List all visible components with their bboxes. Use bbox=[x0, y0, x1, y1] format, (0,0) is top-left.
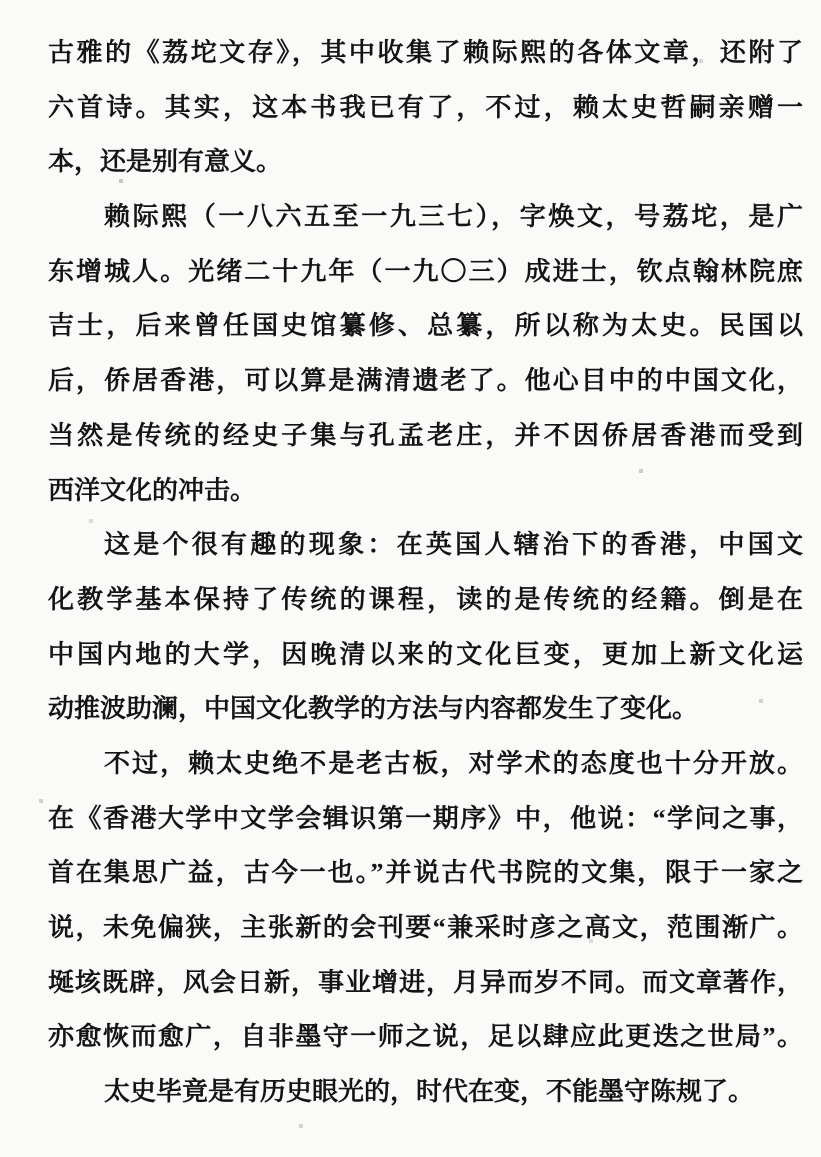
text-line: 赖际熙（一八六五至一九三七），字焕文，号荔坨，是广 bbox=[104, 202, 803, 232]
text-line: 说，未免偏狭，主张新的会刊要“兼采时彦之高文，范围渐广。 bbox=[48, 913, 803, 942]
text-line: 动推波助澜，中国文化教学的方法与内容都发生了变化。 bbox=[48, 694, 699, 724]
text-line: 埏垓既辟，风会日新，事业增进，月异而岁不同。而文章著作， bbox=[48, 967, 803, 997]
page-text-column bbox=[48, 26, 803, 1120]
text-line: 首在集思广益，古今一也。”并说古代书院的文集，限于一家之 bbox=[48, 858, 803, 888]
text-line: 本，还是别有意义。 bbox=[48, 147, 283, 177]
text-line: 中国内地的大学，因晚清以来的文化巨变，更加上新文化运 bbox=[48, 639, 803, 669]
text-line: 后，侨居香港，可以算是满清遗老了。他心目中的中国文化， bbox=[48, 366, 803, 396]
text-line: 西洋文化的冲击。 bbox=[48, 475, 257, 505]
text-line: 六首诗。其实，这本书我已有了，不过，赖太史哲嗣亲赠一 bbox=[48, 92, 803, 122]
text-line: 不过，赖太史绝不是老古板，对学术的态度也十分开放。 bbox=[104, 748, 803, 778]
text-line: 当然是传统的经史子集与孔孟老庄，并不因侨居香港而受到 bbox=[48, 420, 803, 450]
text-line: 化教学基本保持了传统的课程，读的是传统的经籍。倒是在 bbox=[48, 584, 803, 614]
text-line: 这是个很有趣的现象：在英国人辖治下的香港，中国文 bbox=[104, 530, 803, 560]
scan-noise-speckles bbox=[0, 0, 2, 2]
text-line: 在《香港大学中文学会辑识第一期序》中，他说：“学问之事， bbox=[48, 803, 803, 833]
text-line: 太史毕竟是有历史眼光的，时代在变，不能墨守陈规了。 bbox=[104, 1077, 755, 1107]
text-line: 古雅的《荔坨文存》，其中收集了赖际熙的各体文章，还附了 bbox=[48, 38, 803, 67]
text-line: 吉士，后来曾任国史馆纂修、总纂，所以称为太史。民国以 bbox=[48, 311, 803, 341]
text-line: 东增城人。光绪二十九年（一九〇三）成进士，钦点翰林院庶 bbox=[48, 256, 803, 286]
text-line: 亦愈恢而愈广，自非墨守一师之说，足以肆应此更迭之世局”。 bbox=[48, 1022, 803, 1052]
